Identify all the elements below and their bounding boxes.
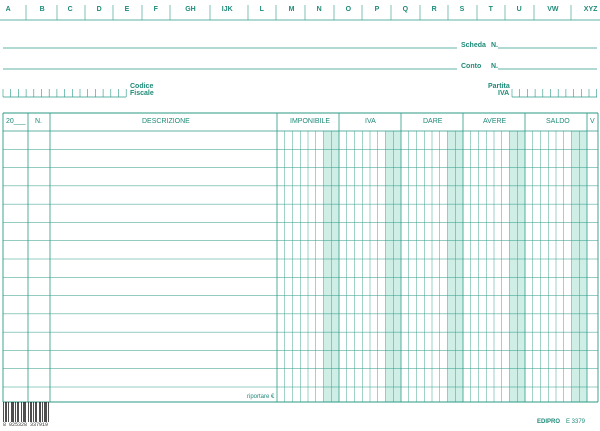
iva-column-header: IVA [365,118,376,125]
alphabet-tab[interactable]: N [316,6,322,13]
barcode-bar [24,402,25,422]
barcode-bar [11,402,12,422]
barcode-bar [25,402,26,422]
barcode-bar [17,402,18,422]
barcode-bar [3,402,4,422]
barcode-bar [5,402,6,422]
alphabet-tab[interactable]: M [288,6,295,13]
partita-iva-label-1: Partita [488,83,510,90]
alphabet-tab[interactable]: GH [185,6,196,13]
imponibile-column-header: IMPONIBILE [290,118,331,125]
barcode-number: 8 025328 337919 [3,422,49,428]
description-column-header: DESCRIZIONE [142,118,190,125]
barcode-bar [31,402,32,422]
barcode-bar [15,402,16,422]
barcode-bar [48,402,49,422]
barcode-bar [12,402,13,422]
saldo-column-header: SALDO [546,118,570,125]
barcode-bar [6,402,7,422]
product-code: E 3379 [566,419,586,425]
barcode-bar [28,402,29,422]
alphabet-tab[interactable]: L [259,6,264,13]
codice-fiscale-label-1: Codice [130,83,154,90]
barcode-bar [21,402,22,422]
conto-number-label: N. [491,63,498,70]
alphabet-tab[interactable]: S [459,6,465,13]
barcode-bar [39,402,40,422]
conto-label: Conto [461,63,482,70]
alphabet-tab[interactable]: C [67,6,73,13]
partita-iva-label-2: IVA [498,90,510,97]
number-column-header: N. [35,118,42,125]
shaded-column [448,131,463,402]
alphabet-tab[interactable]: R [431,6,437,13]
dare-column-header: DARE [423,118,443,125]
barcode-bar [44,402,45,422]
v-column-header: V [590,118,595,125]
shaded-column [510,131,525,402]
barcode-bar [46,402,47,422]
alphabet-tab[interactable]: P [374,6,380,13]
barcode-bar [23,402,24,422]
alphabet-tab[interactable]: B [39,6,45,13]
barcode-bar [8,402,9,422]
barcode-bar [18,402,19,422]
codice-fiscale-label-2: Fiscale [130,90,154,97]
alphabet-tab[interactable]: A [5,6,11,13]
shaded-column [386,131,401,402]
alphabet-tab[interactable]: D [96,6,102,13]
alphabet-tab[interactable]: T [488,6,493,13]
barcode [3,402,49,422]
barcode-bar [42,402,43,422]
riportare-label: riportare € [247,394,275,400]
barcode-bar [13,402,14,422]
barcode-bar [30,402,31,422]
alphabet-tab[interactable]: U [516,6,522,13]
alphabet-tab[interactable]: XYZ [583,6,598,13]
brand-logo: EDIPRO [537,419,561,425]
alphabet-tab[interactable]: E [124,6,130,13]
barcode-bar [36,402,37,422]
alphabet-tab[interactable]: F [153,6,158,13]
avere-column-header: AVERE [483,118,507,125]
alphabet-tab[interactable]: IJK [221,6,233,13]
barcode-bar [33,402,34,422]
alphabet-tab[interactable]: VW [547,6,559,13]
alphabet-tab[interactable]: Q [402,6,409,13]
scheda-label: Scheda [461,42,486,49]
alphabet-tab[interactable]: O [345,6,352,13]
barcode-bar [35,402,36,422]
barcode-bar [45,402,46,422]
scheda-number-label: N. [491,42,498,49]
year-column-header: 20___ [6,118,26,125]
shaded-column [324,131,339,402]
shaded-column [572,131,587,402]
barcode-bar [40,402,41,422]
